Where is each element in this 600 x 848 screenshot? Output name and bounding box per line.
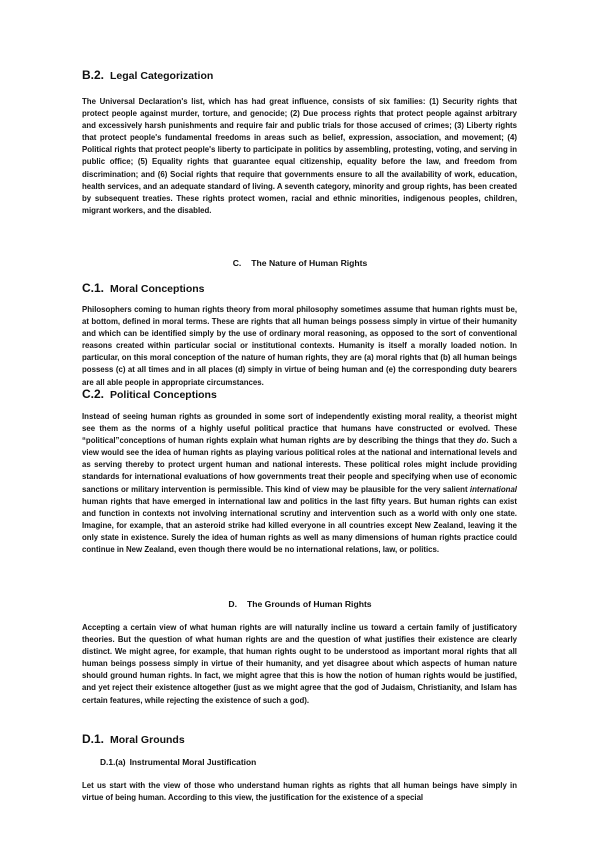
section-title: The Nature of Human Rights bbox=[251, 258, 368, 268]
section-number: C.1. bbox=[82, 281, 105, 295]
section-number: D.1.(a) bbox=[100, 757, 126, 767]
paragraph-legal-categorization: The Universal Declaration's list, which has had great influence, consists of six families: (1) Security rights that protect people against murder, torture, and genocide; (2) Due process rights that protect people against arbitrary and excessively harsh punishments and require fair and public trials for those accused of crimes; (3) Liberty rights that protect people's fundamental freedoms in areas such as belief, expression, association, and movement; (4) Political rights that protect people's liberty to participate in politics by assembling, protesting, voting, and serving in public office; (5) Equality rights that guarantee equal citizenship, equality before the law, and freedom from discrimination; and (6) Social rights that require that governments ensure to all the availability of work, education, health services, and an adequate standard of living. A seventh category, minority and group rights, has been created by subsequent treaties. These rights protect women, racial and ethnic minorities, indigenous peoples, children, migrant workers, and the disabled. bbox=[82, 97, 517, 215]
section-heading-d1 bbox=[82, 732, 185, 746]
section-title: The Grounds of Human Rights bbox=[246, 599, 372, 609]
section-heading-d bbox=[0, 599, 600, 609]
section-title: Moral Grounds bbox=[110, 734, 185, 746]
section-title: Instrumental Moral Justification bbox=[129, 757, 257, 767]
paragraph-instrumental-justification: Let us start with the view of those who understand human rights as rights that all human beings have simply in virtue of being human. According to this view, the justification for the existence of a special bbox=[82, 781, 517, 803]
section-title: Political Conceptions bbox=[110, 389, 217, 401]
paragraph-political-conceptions bbox=[82, 411, 517, 556]
section-number: D.1. bbox=[82, 732, 105, 746]
emphasis-text: international bbox=[469, 484, 517, 494]
section-title: Moral Conceptions bbox=[110, 283, 205, 295]
section-number: B.2. bbox=[82, 68, 105, 82]
section-number: D. bbox=[228, 599, 237, 609]
paragraph-text: by describing the things that they bbox=[344, 436, 477, 446]
emphasis-text: are bbox=[332, 436, 345, 446]
section-heading-c1 bbox=[82, 281, 205, 295]
section-number: C.2. bbox=[82, 387, 105, 401]
section-heading-d1a bbox=[100, 757, 256, 767]
section-title: Legal Categorization bbox=[110, 70, 214, 82]
paragraph-moral-conceptions: Philosophers coming to human rights theory from moral philosophy sometimes assume that human rights must be, at bottom, defined in moral terms. These are rights that all human beings possess simply in virtue of their humanity and which can be identified simply by the use of ordinary moral reasoning, as opposed to the sort of conventional reasons created within particular social or institutional contexts. Humanity is itself a morally loaded notion. In particular, on this moral conception of the nature of human rights, they are (a) moral rights that (b) all human beings possess (c) at all times and in all places (d) simply in virtue of being human and (e) the corresponding duty bearers are all able people in appropriate circumstances. bbox=[82, 305, 517, 387]
section-number: C. bbox=[232, 258, 242, 268]
paragraph-text: human rights that have emerged in international law and politics in the last fifty years. But human rights can exist and function in contexts not involving international scrutiny and intervention such as a world with only one state. Imagine, for example, that an asteroid strike had killed everyone in all countries except New Zealand, leaving it the only state in existence. Surely the idea of human rights as well as many dimensions of human rights practice could continue in New Zealand, even though there would be no international relations, law, or politics. bbox=[82, 496, 517, 555]
section-heading-c2 bbox=[82, 387, 217, 401]
section-heading-c bbox=[0, 258, 600, 268]
paragraph-grounds: Accepting a certain view of what human rights are will naturally incline us toward a certain family of justificatory theories. But the question of what human rights are and the question of what justifies their existence are clearly distinct. We might agree, for example, that human rights ought to be understood as important moral rights that all human beings possess simply in virtue of their humanity, and yet disagree about which aspects of human nature should ground human rights. In fact, we might agree that this is how the notion of human rights would be justified, and yet reject their existence altogether (just as we might agree that the god of Judaism, Christianity, and Islam has certain features, while rejecting the existence of such a god). bbox=[82, 623, 517, 705]
emphasis-text: do bbox=[476, 436, 487, 446]
section-heading-b2 bbox=[82, 68, 213, 82]
paragraph-text: . Such a view would see the idea of human rights as playing various political roles at the national and international levels and as serving thereby to protect urgent human and national interests. These political roles might include providing standards for international evaluations of how governments treat their people and specifying when use of economic sanctions or military intervention is permissible. This kind of view may be plausible for the very salient bbox=[82, 436, 518, 494]
paragraph-text: Instead of seeing human rights as grounded in some sort of independently existing moral reality, a theorist might see them as the norms of a highly useful political practice that humans have constructed or evolved. These “political”conceptions of human rights explain what human rights bbox=[82, 412, 517, 446]
